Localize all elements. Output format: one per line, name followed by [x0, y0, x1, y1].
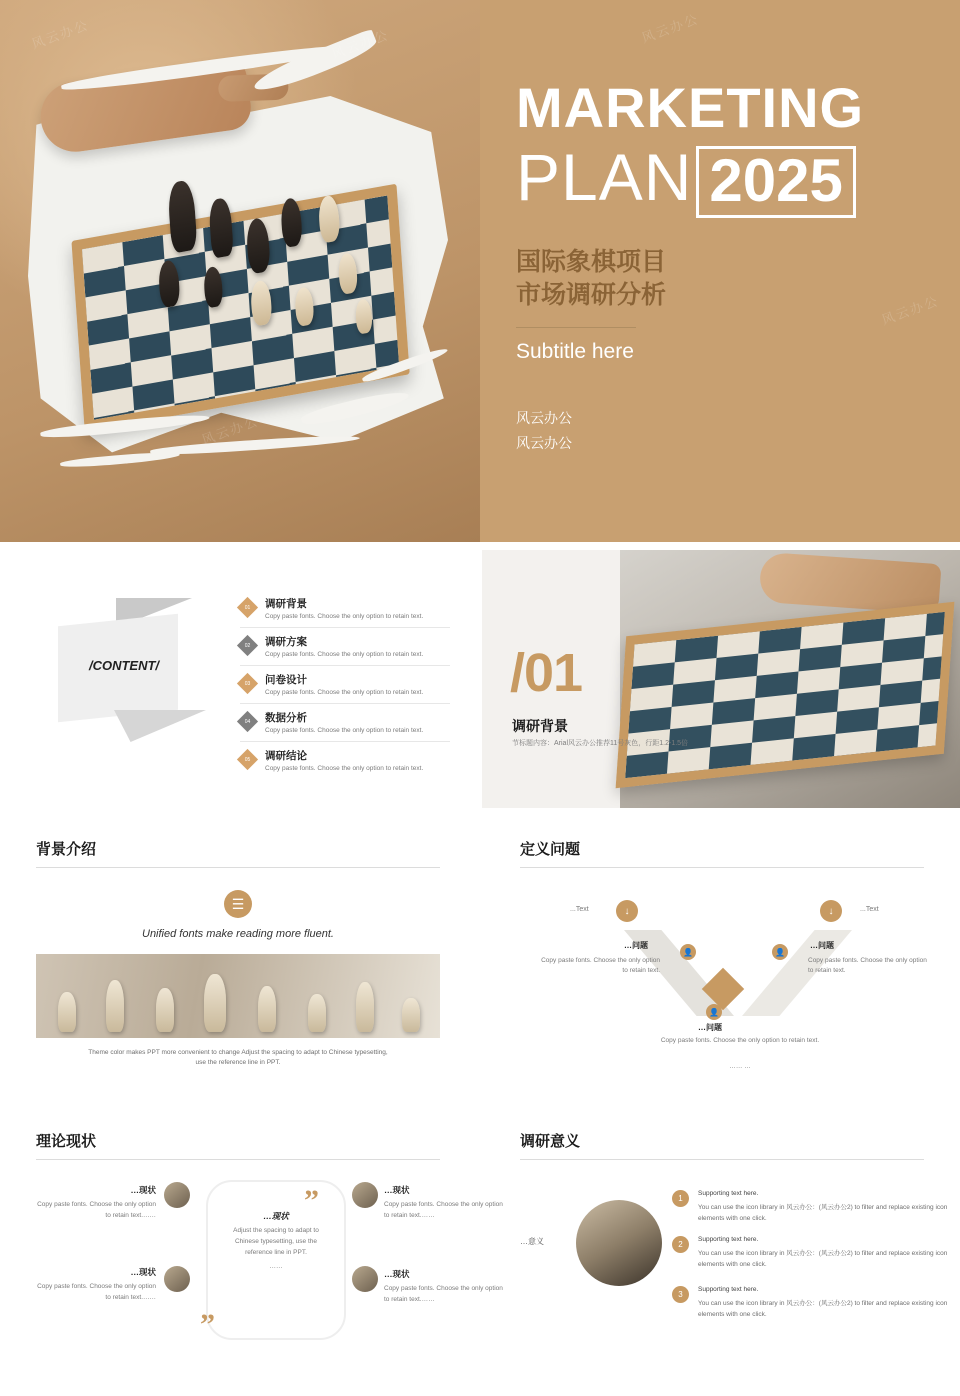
meaning-step-2-number: 2 — [672, 1236, 689, 1253]
slide-row-2 — [0, 550, 960, 808]
chess-piece — [308, 994, 326, 1032]
meaning-step-2-line1: Supporting text here. — [698, 1236, 759, 1243]
toc-item-3[interactable] — [240, 666, 450, 704]
meaning-slide-title: 调研意义 — [520, 1133, 581, 1150]
cover-text-block — [516, 76, 916, 456]
toc-number-1: 01 — [244, 604, 251, 611]
watermark: 风云办公 — [879, 293, 942, 328]
background-slide-title: 背景介绍 — [36, 841, 97, 858]
diamond-marker-icon — [237, 597, 258, 618]
toc-item-4[interactable] — [240, 704, 450, 742]
user-add-icon: 👤 — [772, 944, 788, 960]
meaning-step-2-line2: You can use the icon library in 风云办公：(风云办公2) to filter and replace existing icon elements with one click. — [698, 1250, 948, 1269]
background-slide — [0, 838, 476, 1076]
meaning-step-1-line1: Supporting text here. — [698, 1190, 759, 1197]
problem-diagram — [520, 886, 927, 1076]
content-label: /CONTENT/ — [88, 658, 160, 673]
divider — [520, 1159, 924, 1160]
divider — [36, 1159, 440, 1160]
meaning-step-3-number: 3 — [672, 1286, 689, 1303]
user-add-icon: 👤 — [680, 944, 696, 960]
toc-item-1[interactable] — [240, 590, 450, 628]
download-icon: ↓ — [616, 900, 638, 922]
theory-slide — [0, 1130, 503, 1356]
section-title: 调研背景 — [512, 718, 568, 734]
toc-number-4: 04 — [244, 718, 251, 725]
problem-slide-title: 定义问题 — [520, 841, 581, 858]
quote-close-icon: ” — [200, 1308, 215, 1341]
section-slide-01 — [482, 550, 960, 808]
theory-item-3-desc: Copy paste fonts. Choose the only option to retain text.…… — [384, 1201, 503, 1220]
background-caption-line1: Theme color makes PPT more convenient to change Adjust the spacing to adapt to Chinese typesetting, — [88, 1049, 388, 1056]
avatar — [164, 1266, 190, 1292]
problem-node-3-desc: Copy paste fonts. Choose the only option to retain text. — [660, 1037, 820, 1044]
meaning-step-1-line2: You can use the icon library in 风云办公：(风云办公2) to filter and replace existing icon elements with one click. — [698, 1204, 948, 1223]
meaning-step-3-line2: You can use the icon library in 风云办公：(风云办公2) to filter and replace existing icon elements with one click. — [698, 1300, 948, 1319]
toc-number-3: 03 — [244, 680, 251, 687]
theory-item-4-desc: Copy paste fonts. Choose the only option to retain text.…… — [384, 1285, 503, 1304]
theory-item-3-title: …现状 — [384, 1185, 410, 1195]
cover-subtitle: Subtitle here — [516, 340, 634, 363]
cover-year-box — [696, 146, 855, 218]
theory-slide-title: 理论现状 — [36, 1133, 97, 1150]
toc-desc-3: Copy paste fonts. Choose the only option to retain text. — [265, 689, 424, 696]
chess-piece — [167, 179, 198, 254]
background-caption — [36, 1048, 440, 1069]
cover-title-plan: PLAN — [516, 140, 693, 214]
quote-open-icon: ” — [304, 1184, 319, 1217]
theory-quote-text: Adjust the spacing to adapt to Chinese typesetting, use the reference line in PPT. — [233, 1227, 319, 1257]
meaning-diagram — [520, 1174, 948, 1354]
problem-bottom-note: …… … — [729, 1063, 751, 1070]
toc-item-5[interactable] — [240, 742, 450, 779]
theory-item-2 — [36, 1266, 156, 1303]
divider — [520, 867, 924, 868]
chess-piece — [106, 980, 124, 1032]
meaning-step-1-number: 1 — [672, 1190, 689, 1207]
chess-piece — [402, 998, 420, 1032]
diamond-marker-icon — [237, 749, 258, 770]
problem-node-2-label: …问题 — [810, 941, 834, 950]
problem-node-1-desc: Copy paste fonts. Choose the only option to retain text. — [541, 957, 660, 975]
divider — [36, 867, 440, 868]
toc-item-2[interactable] — [240, 628, 450, 666]
diamond-marker-icon — [237, 635, 258, 656]
section-description: 节标题内容：Arial风云办公推荐11号灰色，行距1.2-1.5倍 — [512, 740, 689, 747]
meaning-step-1 — [698, 1188, 960, 1224]
toc-desc-5: Copy paste fonts. Choose the only option to retain text. — [265, 765, 424, 772]
cover-cn-title — [516, 246, 916, 311]
avatar — [352, 1266, 378, 1292]
chess-piece — [156, 988, 174, 1032]
toc-title-1: 调研背景 — [265, 598, 307, 610]
theory-item-1-title: …现状 — [130, 1185, 156, 1195]
problem-node-2-desc: Copy paste fonts. Choose the only option to retain text. — [808, 957, 927, 975]
left-text-label: ...Text — [570, 906, 589, 913]
credit-line-2: 风云办公 — [516, 435, 572, 452]
diamond-marker-icon — [237, 711, 258, 732]
toc-desc-4: Copy paste fonts. Choose the only option to retain text. — [265, 727, 424, 734]
chess-piece — [258, 986, 276, 1032]
download-icon: ↓ — [820, 900, 842, 922]
chess-piece — [58, 992, 76, 1032]
cover-title-marketing: MARKETING — [516, 76, 865, 139]
ribbon-bottom-fold — [114, 710, 206, 742]
theory-item-1 — [36, 1184, 156, 1221]
problem-node-1-label: …问题 — [624, 941, 648, 950]
avatar — [352, 1182, 378, 1208]
toc-title-5: 调研结论 — [265, 750, 307, 762]
section-number: /01 — [510, 643, 583, 703]
toc-desc-2: Copy paste fonts. Choose the only option to retain text. — [265, 651, 424, 658]
chess-board — [616, 602, 955, 788]
cover-slide — [0, 0, 960, 542]
toc-desc-1: Copy paste fonts. Choose the only option to retain text. — [265, 613, 424, 620]
book-icon: ☰ — [224, 890, 252, 918]
theory-quote-dots: …… — [269, 1263, 283, 1271]
cover-title-plan-row — [516, 140, 916, 218]
background-photo — [36, 954, 440, 1038]
meaning-slide — [484, 1130, 960, 1356]
cover-credits — [516, 406, 916, 456]
toc-number-2: 02 — [244, 642, 251, 649]
table-of-contents — [240, 590, 450, 779]
problem-slide — [484, 838, 960, 1076]
background-caption-line2: use the reference line in PPT. — [195, 1059, 281, 1067]
chess-piece — [356, 982, 374, 1032]
theory-item-4-title: …现状 — [384, 1269, 410, 1279]
problem-node-3-label: …问题 — [698, 1023, 722, 1032]
section-photo — [620, 550, 960, 808]
content-ribbon-shape — [58, 598, 208, 738]
meaning-step-3 — [698, 1284, 960, 1320]
slide-row-3 — [0, 838, 960, 1076]
toc-title-4: 数据分析 — [265, 712, 307, 724]
theory-item-1-desc: Copy paste fonts. Choose the only option to retain text.…… — [37, 1201, 156, 1220]
avatar — [164, 1182, 190, 1208]
chess-piece — [208, 197, 234, 259]
diamond-marker-icon — [237, 673, 258, 694]
meaning-step-3-line1: Supporting text here. — [698, 1286, 759, 1293]
theory-diagram — [36, 1176, 503, 1356]
user-add-icon: 👤 — [706, 1004, 722, 1020]
content-slide — [0, 550, 474, 808]
credit-line-1: 风云办公 — [516, 410, 572, 426]
cover-cn-title-line2: 市场调研分析 — [516, 280, 667, 309]
cover-cn-title-line1: 国际象棋项目 — [516, 248, 667, 276]
right-text-label: ...Text — [860, 906, 879, 913]
meaning-tag: …意义 — [520, 1237, 544, 1246]
background-headline: Unified fonts make reading more fluent. — [142, 928, 334, 940]
watermark: 风云办公 — [639, 11, 702, 46]
theory-item-2-title: …现状 — [130, 1267, 156, 1277]
theory-quote-card — [200, 1180, 346, 1341]
slide-row-4 — [0, 1130, 960, 1396]
toc-number-5: 05 — [244, 756, 251, 763]
theory-quote-title: …现状 — [263, 1211, 289, 1221]
meaning-photo — [576, 1200, 662, 1286]
divider — [516, 327, 636, 328]
toc-title-3: 问卷设计 — [265, 674, 307, 686]
meaning-step-2 — [698, 1234, 960, 1270]
toc-title-2: 调研方案 — [265, 636, 307, 648]
cover-photo — [0, 0, 480, 542]
cover-year: 2025 — [709, 147, 843, 214]
hand-graphic — [758, 552, 941, 614]
chess-piece — [204, 974, 226, 1032]
theory-item-2-desc: Copy paste fonts. Choose the only option to retain text.…… — [37, 1283, 156, 1302]
